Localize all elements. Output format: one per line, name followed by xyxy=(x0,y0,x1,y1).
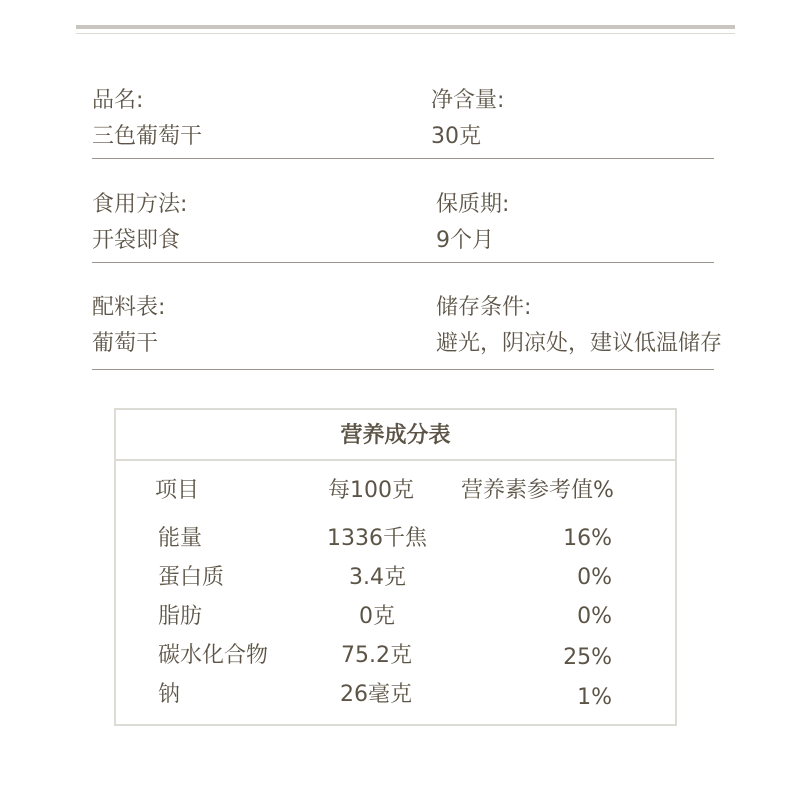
column-header-per100g: 每100克 xyxy=(328,478,414,503)
nutrient-amount: 1336千焦 xyxy=(327,526,427,551)
shelf-life-cell xyxy=(436,191,509,255)
nutrient-name: 钠 xyxy=(158,682,181,707)
product-name-value: 三色葡萄干 xyxy=(92,124,203,149)
product-name-label: 品名: xyxy=(92,88,144,113)
usage-cell xyxy=(92,191,187,255)
nutrient-nrv: 25% xyxy=(563,645,612,670)
product-name-cell xyxy=(92,87,202,151)
net-weight-label: 净含量: xyxy=(431,88,505,113)
nutrient-name: 能量 xyxy=(158,526,203,551)
info-row-ingredients xyxy=(92,294,723,370)
shelf-life-value: 9个月 xyxy=(436,228,494,253)
info-row-name xyxy=(92,87,714,159)
nutrient-nrv: 16% xyxy=(563,526,612,551)
ingredients-cell xyxy=(92,294,165,358)
nutrition-table xyxy=(114,408,677,726)
nutrient-nrv: 1% xyxy=(577,685,612,710)
ingredients-label: 配料表: xyxy=(92,295,166,320)
ingredients-value: 葡萄干 xyxy=(92,331,159,356)
usage-value: 开袋即食 xyxy=(92,228,181,253)
nutrient-name: 脂肪 xyxy=(158,604,203,629)
column-header-nrv: 营养素参考值% xyxy=(461,478,614,503)
nutrient-amount: 75.2克 xyxy=(341,643,412,668)
net-weight-value: 30克 xyxy=(431,124,481,149)
net-weight-cell xyxy=(431,87,504,151)
nutrient-name: 碳水化合物 xyxy=(158,643,269,668)
storage-value: 避光，阴凉处，建议低温储存 xyxy=(436,331,723,356)
storage-label: 储存条件: xyxy=(436,295,532,320)
shelf-life-label: 保质期: xyxy=(436,192,510,217)
nutrient-nrv: 0% xyxy=(577,604,612,629)
top-divider-thick xyxy=(76,25,735,29)
top-divider-thin xyxy=(76,33,735,34)
column-header-item: 项目 xyxy=(155,478,200,503)
nutrient-amount: 3.4克 xyxy=(349,565,406,590)
nutrition-header xyxy=(116,410,675,461)
nutrient-nrv: 0% xyxy=(577,565,612,590)
nutrition-title: 营养成分表 xyxy=(340,423,451,448)
usage-label: 食用方法: xyxy=(92,192,188,217)
nutrient-amount: 26毫克 xyxy=(340,682,412,707)
nutrient-name: 蛋白质 xyxy=(158,565,225,590)
storage-cell xyxy=(436,294,722,358)
nutrient-amount: 0克 xyxy=(359,604,395,629)
info-row-usage xyxy=(92,191,714,263)
